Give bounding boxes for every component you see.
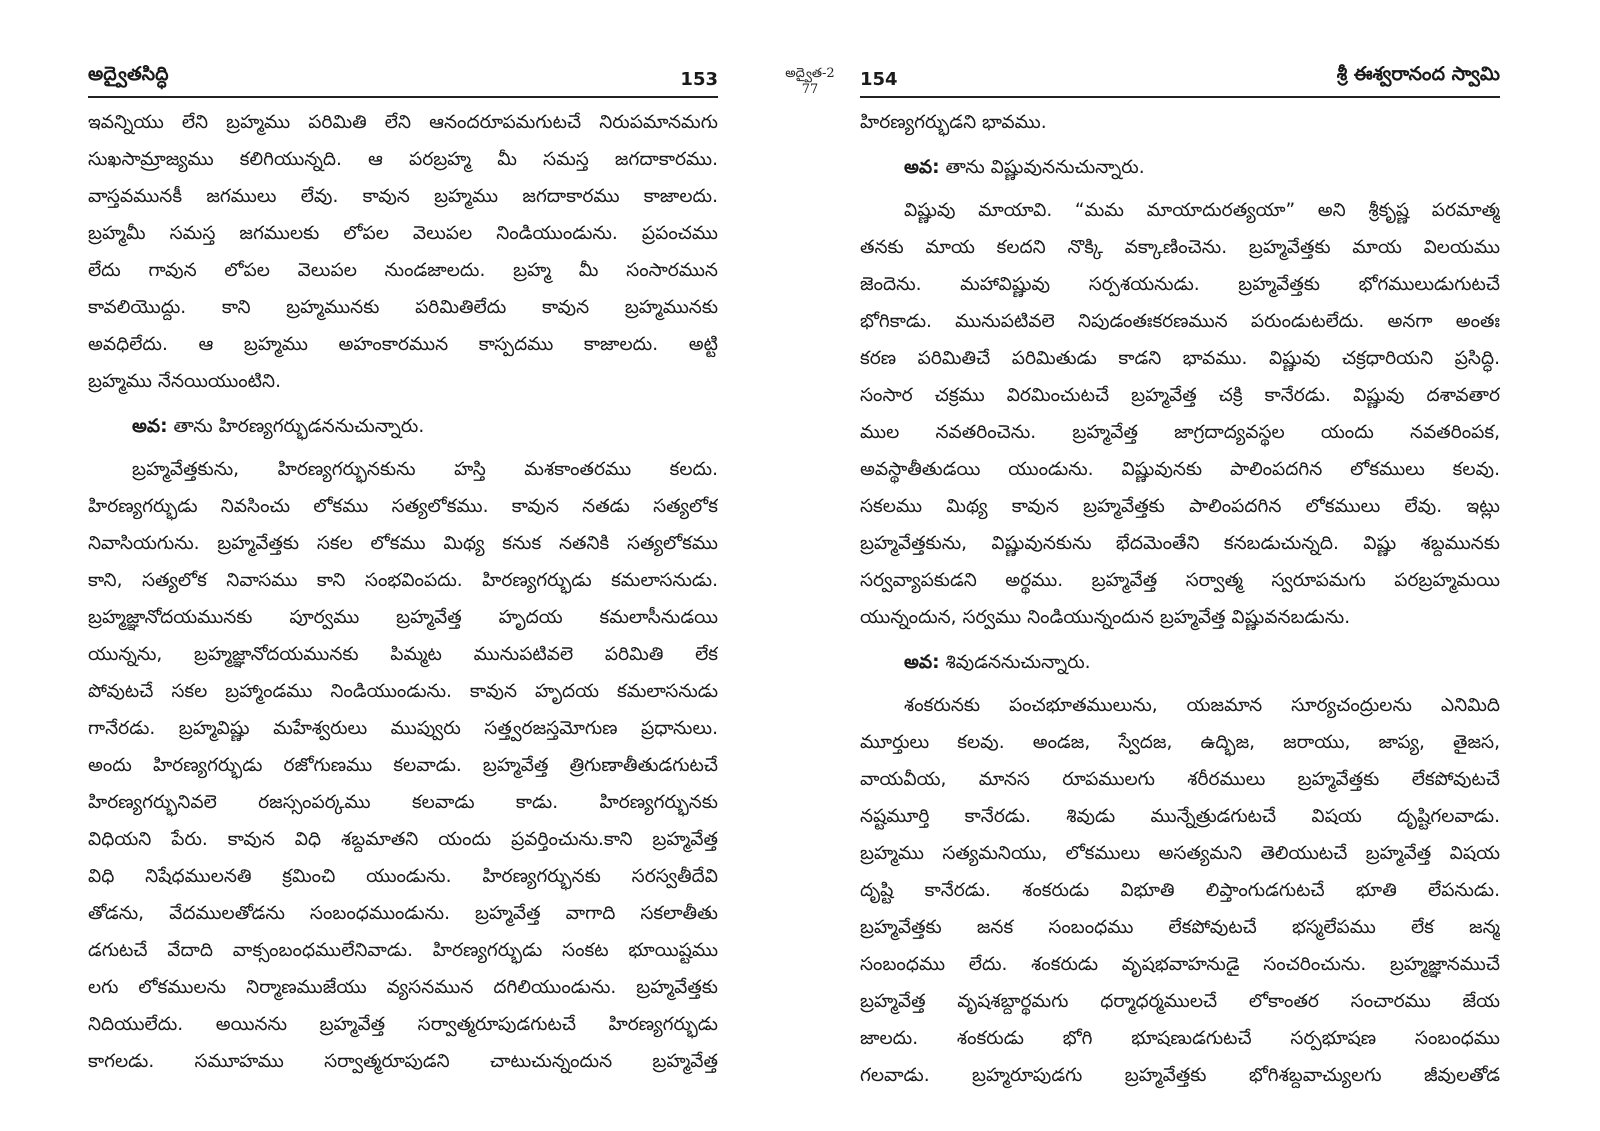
text-line: సర్వవ్యాపకుడని అర్థము. బ్రహ్మవేత్త సర్వాత్మ స్వరూపమగు పరబ్రహ్మమయి <box>860 570 1500 591</box>
text-line: సకలము మిథ్య కావున బ్రహ్మవేత్తకు పాలింపదగిన లోకములు లేవు. ఇట్లు <box>860 496 1500 517</box>
text-line: బ్రహ్మవేత్తకును, విష్ణువునకును భేదమెంతేని కనబడుచున్నది. విష్ణు శబ్దమునకు <box>860 533 1500 554</box>
left-page-body <box>88 104 718 1080</box>
section-heading <box>860 644 1500 681</box>
heading-label: అవ: <box>904 652 940 673</box>
text-line: బ్రహ్మమీ సమస్త జగములకు లోపల వెలుపల నిండియుండును. ప్రపంచము <box>88 223 718 244</box>
text-line: బ్రహ్మజ్ఞానోదయమునకు పూర్వము బ్రహ్మవేత్త హృదయ కమలాసీనుడయి <box>88 607 718 628</box>
text-line: యున్నను, బ్రహ్మజ్ఞానోదయమునకు పిమ్మట మునుపటివలె పరిమితి లేక <box>88 644 718 665</box>
right-page-number: 154 <box>860 69 898 90</box>
text-line: గలవాడు. బ్రహ్మరూపుడగు బ్రహ్మవేత్తకు భోగిశబ్దవాచ్యులగు జీవులతోడ <box>860 1065 1500 1086</box>
text-line: సంసార చక్రము విరమించుటచే బ్రహ్మవేత్త చక్రి కానేరడు. విష్ణువు దశావతార <box>860 385 1500 406</box>
text-line: బ్రహ్మవేత్తకు జనక సంబంధము లేకపోవుటచే భస్మలేపము లేక జన్మ <box>860 917 1500 938</box>
right-running-head <box>860 64 1500 98</box>
signature-line-2: 77 <box>801 82 819 97</box>
heading-text: తాను విష్ణువుననుచున్నారు. <box>939 157 1145 178</box>
left-header-title: అద్వైతసిద్ధి <box>88 63 169 85</box>
heading-label: అవ: <box>904 157 940 178</box>
text-line: లగు లోకములను నిర్మాణముజేయు వ్యసనమున దగిలియుండును. బ్రహ్మవేత్తకు <box>88 977 718 998</box>
text-line: సంబంధము లేదు. శంకరుడు వృషభవాహనుడై సంచరించును. బ్రహ్మజ్ఞానముచే <box>860 954 1500 975</box>
left-running-head <box>88 64 718 98</box>
text-line: బ్రహ్మము నేనయియుంటిని. <box>88 371 281 392</box>
right-page-body <box>860 104 1500 1094</box>
heading-text: తాను హిరణ్యగర్భుడననుచున్నారు. <box>167 416 425 437</box>
text-line: తోడను, వేదములతోడను సంబంధముండును. బ్రహ్మవేత్త వాగాది సకలాతీతు <box>88 903 718 924</box>
text-line: జాలదు. శంకరుడు భోగి భూషణుడగుటచే సర్పభూషణ సంబంధము <box>860 1028 1500 1049</box>
text-line: కరణ పరిమితిచే పరిమితుడు కాడని భావము. విష్ణువు చక్రధారియని ప్రసిద్ధి. <box>860 348 1500 369</box>
text-line: జెందెను. మహావిష్ణువు సర్పశయనుడు. బ్రహ్మవేత్తకు భోగములుడుగుటచే <box>860 274 1500 295</box>
section-heading <box>860 149 1500 186</box>
text-line: యున్నందున, సర్వము నిండియున్నందున బ్రహ్మవేత్త విష్ణువనబడును. <box>860 607 1351 628</box>
text-line: విష్ణువు మాయావి. “మమ మాయాదురత్యయా” అని శ్రీకృష్ణ పరమాత్మ <box>904 200 1500 221</box>
text-line: వాయవీయ, మానస రూపములగు శరీరములు బ్రహ్మవేత్తకు లేకపోవుటచే <box>860 769 1500 790</box>
text-line: దృష్టి కానేరడు. శంకరుడు విభూతి లిప్తాంగుడగుటచే భూతి లేపనుడు. <box>860 880 1500 901</box>
text-line: పోవుటచే సకల బ్రహ్మాండము నిండియుండును. కావున హృదయ కమలాసనుడు <box>88 681 718 702</box>
text-line: కాని, సత్యలోక నివాసము కాని సంభవింపదు. హిరణ్యగర్భుడు కమలాసనుడు. <box>88 570 718 591</box>
text-line: బ్రహ్మము సత్యమనియు, లోకములు అసత్యమని తెలియుటచే బ్రహ్మవేత్త విషయ <box>860 843 1500 864</box>
right-page <box>860 0 1500 1131</box>
text-line: హిరణ్యగర్భుడని భావము. <box>860 112 1047 133</box>
text-line: ముల నవతరించెను. బ్రహ్మవేత్త జాగ్రదాద్యవస్థల యందు నవతరింపక, <box>860 422 1500 443</box>
text-line: వాస్తవమునకీ జగములు లేవు. కావున బ్రహ్మము జగదాకారము కాజాలదు. <box>88 186 718 207</box>
text-line: బ్రహ్మవేత్తకును, హిరణ్యగర్భునకును హస్తి మశకాంతరము కలదు. <box>132 459 718 480</box>
text-line: బ్రహ్మవేత్త వృషశబ్దార్థమగు ధర్మాధర్మములచే లోకాంతర సంచారము జేయ <box>860 991 1500 1012</box>
text-line: భోగికాడు. మునుపటివలె నిపుడంతఃకరణమున పరుండుటలేదు. అనగా అంతః <box>860 311 1500 332</box>
left-page-number: 153 <box>680 69 718 90</box>
right-header-title: శ్రీ ఈశ్వరానంద స్వామి <box>1336 63 1500 85</box>
text-line: కాగలడు. సమూహము సర్వాత్మరూపుడని చాటుచున్నందున బ్రహ్మవేత్త <box>88 1051 718 1072</box>
text-line: మూర్తులు కలవు. అండజ, స్వేదజ, ఉద్భిజ, జరాయు, జాప్య, తైజస, <box>860 732 1500 753</box>
text-line: శంకరునకు పంచభూతములును, యజమాన సూర్యచంద్రులను ఎనిమిది <box>904 695 1500 716</box>
text-line: హిరణ్యగర్భునివలె రజస్సంపర్కము కలవాడు కాడు. హిరణ్యగర్భునకు <box>88 792 718 813</box>
text-line: లేదు గావున లోపల వెలుపల నుండజాలదు. బ్రహ్మ మీ సంసారమున <box>88 260 718 281</box>
text-line: నిదియులేదు. అయినను బ్రహ్మవేత్త సర్వాత్మరూపుడగుటచే హిరణ్యగర్భుడు <box>88 1014 718 1035</box>
text-line: విధి నిషేధములనతి క్రమించి యుండును. హిరణ్యగర్భునకు సరస్వతీదేవి <box>88 866 718 887</box>
heading-label: అవ: <box>132 416 168 437</box>
signature-line-1: అద్వైత-2 <box>785 66 835 81</box>
text-line: విధియని పేరు. కావున విధి శబ్దమాతని యందు ప్రవర్తించును.కాని బ్రహ్మవేత్త <box>88 829 718 850</box>
heading-text: శివుడననుచున్నారు. <box>939 652 1091 673</box>
text-line: ఇవన్నియు లేని బ్రహ్మము పరిమితి లేని ఆనందరూపమగుటచే నిరుపమానమగు <box>88 112 718 133</box>
text-line: కావలియొద్దు. కాని బ్రహ్మమునకు పరిమితిలేదు కావున బ్రహ్మమునకు <box>88 297 718 318</box>
text-line: నష్టమూర్తి కానేరడు. శివుడు మున్నేత్రుడగుటచే విషయ దృష్టిగలవాడు. <box>860 806 1500 827</box>
text-line: నివాసియగును. బ్రహ్మవేత్తకు సకల లోకము మిథ్య కనుక నతనికి సత్యలోకము <box>88 533 718 554</box>
signature-mark <box>770 66 850 98</box>
text-line: అందు హిరణ్యగర్భుడు రజోగుణము కలవాడు. బ్రహ్మవేత్త త్రిగుణాతీతుడగుటచే <box>88 755 718 776</box>
text-line: తనకు మాయ కలదని నొక్కి వక్కాణించెను. బ్రహ్మవేత్తకు మాయ విలయము <box>860 237 1500 258</box>
text-line: సుఖసామ్రాజ్యము కలిగియున్నది. ఆ పరబ్రహ్మ మీ సమస్త జగదాకారము. <box>88 149 718 170</box>
text-line: డగుటచే వేదాది వాక్సంబంధములేనివాడు. హిరణ్యగర్భుడు సంకట భూయిష్టము <box>88 940 718 961</box>
left-page <box>88 0 718 1131</box>
text-line: గానేరడు. బ్రహ్మవిష్ణు మహేశ్వరులు ముప్వురు సత్త్వరజస్తమోగుణ ప్రధానులు. <box>88 718 718 739</box>
text-line: అవధిలేదు. ఆ బ్రహ్మము అహంకారమున కాస్పదము కాజాలదు. అట్టి <box>88 334 718 355</box>
text-line: హిరణ్యగర్భుడు నివసించు లోకము సత్యలోకము. కావున నతడు సత్యలోక <box>88 496 718 517</box>
text-line: అవస్థాతీతుడయి యుండును. విష్ణువునకు పాలింపదగిన లోకములు కలవు. <box>860 459 1500 480</box>
section-heading <box>88 408 718 445</box>
